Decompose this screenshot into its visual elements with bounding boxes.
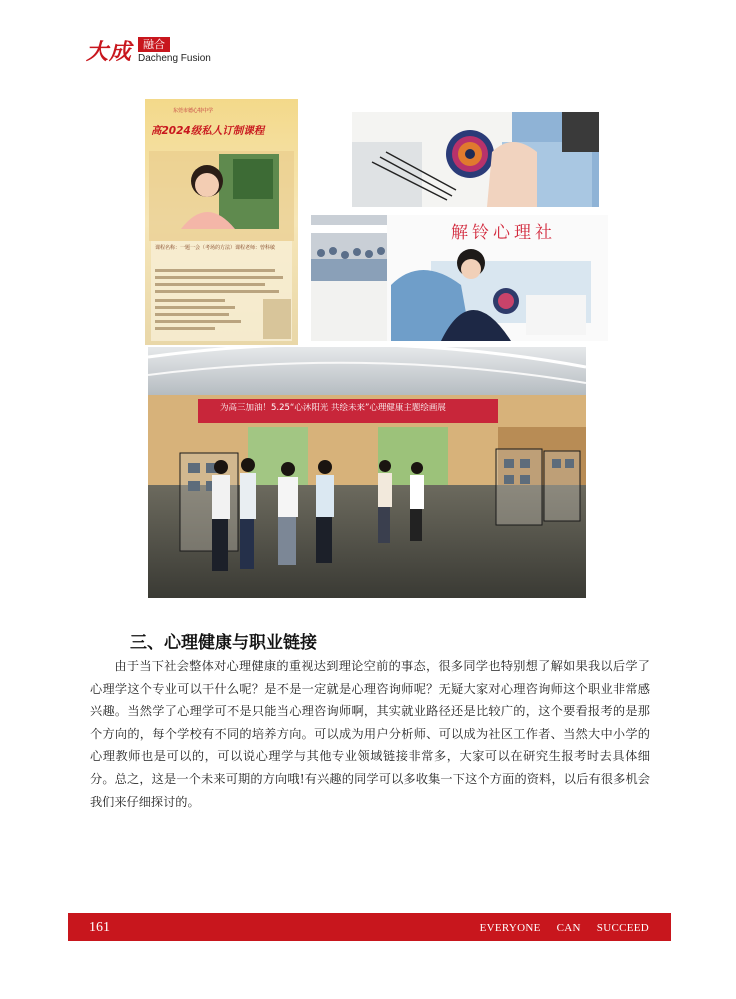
brand-logo xyxy=(86,37,226,67)
poster-title: 高2024级私人订制课程 xyxy=(151,125,265,137)
mandala-drawing-image xyxy=(352,112,599,207)
poster-school-name: 东莞市德心特中学 xyxy=(173,108,214,114)
page-footer xyxy=(68,913,671,941)
course-poster-image xyxy=(145,99,298,345)
club-sign: 解铃心理社 xyxy=(451,223,556,243)
footer-word: SUCCEED xyxy=(596,922,649,934)
footer-word: EVERYONE xyxy=(479,922,541,934)
section-paragraph: 由于当下社会整体对心理健康的重视达到理论空前的事态，很多同学也特别想了解如果我以后学了心理学这个专业可以干什么呢？是不是一定就是心理咨询师呢？无疑大家对心理咨询师这个职业非常感兴趣。当然学了心理学可不是只能当心理咨询师啊，其实就业路径还是比较广的，这个要看报考的是那个方向的，每个学校有不同的培养方向。可以成为用户分析师、可以成为社区工作者、当然大中小学的心理教师也是可以的，可以说心理学与其他专业领域链接非常多，大家可以在研究生报考时去具体细分。总之，这是一个未来可期的方向哦!有兴趣的同学可以多收集一下这个方面的资料，以后有很多机会我们来仔细探讨的。 xyxy=(90,659,650,809)
poster-course-label: 课程名称：一题一会（考场的方法）课程老师：曾科敏 xyxy=(155,245,276,251)
exhibition-hall-image xyxy=(148,347,586,598)
section-title: 三、心理健康与职业链接 xyxy=(130,633,317,653)
logo-english-text: Dacheng Fusion xyxy=(138,53,211,64)
psychology-club-image xyxy=(311,215,608,341)
footer-slogan xyxy=(480,922,649,934)
logo-tag: 融合 xyxy=(138,37,170,52)
hall-banner: 为高三加油！5.25“心沐阳光 共绘未来”心理健康主题绘画展 xyxy=(220,403,446,413)
logo-chinese-text: 大成 xyxy=(86,39,133,65)
footer-word: CAN xyxy=(556,922,581,934)
page-number: 161 xyxy=(89,920,110,935)
